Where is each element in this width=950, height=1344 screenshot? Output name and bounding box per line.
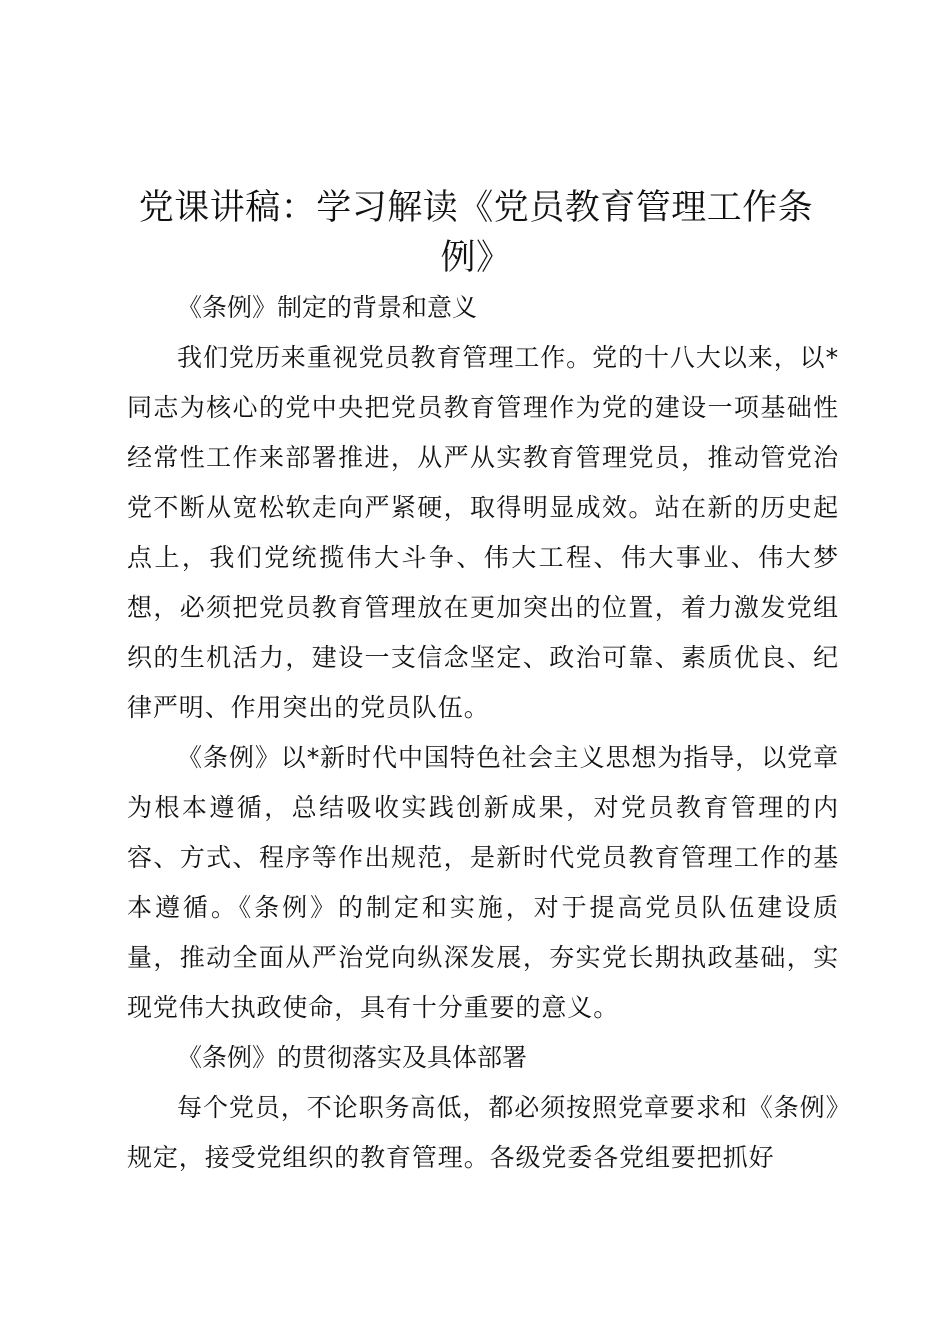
section-heading: 《条例》制定的背景和意义 bbox=[177, 293, 478, 322]
body-paragraph: 《条例》以*新时代中国特色社会主义思想为指导，以党章为根本遵循，总结吸收实践创新成果，对党员教育管理的内容、方式、程序等作出规范，是新时代党员教育管理工作的基本遵循。《条例》的制定和实施，对于提高党员队伍建设质量，推动全面从严治党向纵深发展，夯实党长期执政基础，实现党伟大执政使命，具有十分重要的意义。 bbox=[127, 743, 839, 1022]
document-body bbox=[127, 283, 839, 1183]
document-title: 党课讲稿：学习解读《党员教育管理工作条例》 bbox=[138, 188, 814, 278]
body-paragraph: 我们党历来重视党员教育管理工作。党的十八大以来，以*同志为核心的党中央把党员教育管理作为党的建设一项基础性经常性工作来部署推进，从严从实教育管理党员，推动管党治党不断从宽松软走向严紧硬，取得明显成效。站在新的历史起点上，我们党统揽伟大斗争、伟大工程、伟大事业、伟大梦想，必须把党员教育管理放在更加突出的位置，着力激发党组织的生机活力，建设一支信念坚定、政治可靠、素质优良、纪律严明、作用突出的党员队伍。 bbox=[127, 343, 839, 722]
section-heading: 《条例》的贯彻落实及具体部署 bbox=[177, 1043, 528, 1072]
body-paragraph: 每个党员，不论职务高低，都必须按照党章要求和《条例》规定，接受党组织的教育管理。各级党委各党组要把抓好 bbox=[127, 1093, 839, 1172]
